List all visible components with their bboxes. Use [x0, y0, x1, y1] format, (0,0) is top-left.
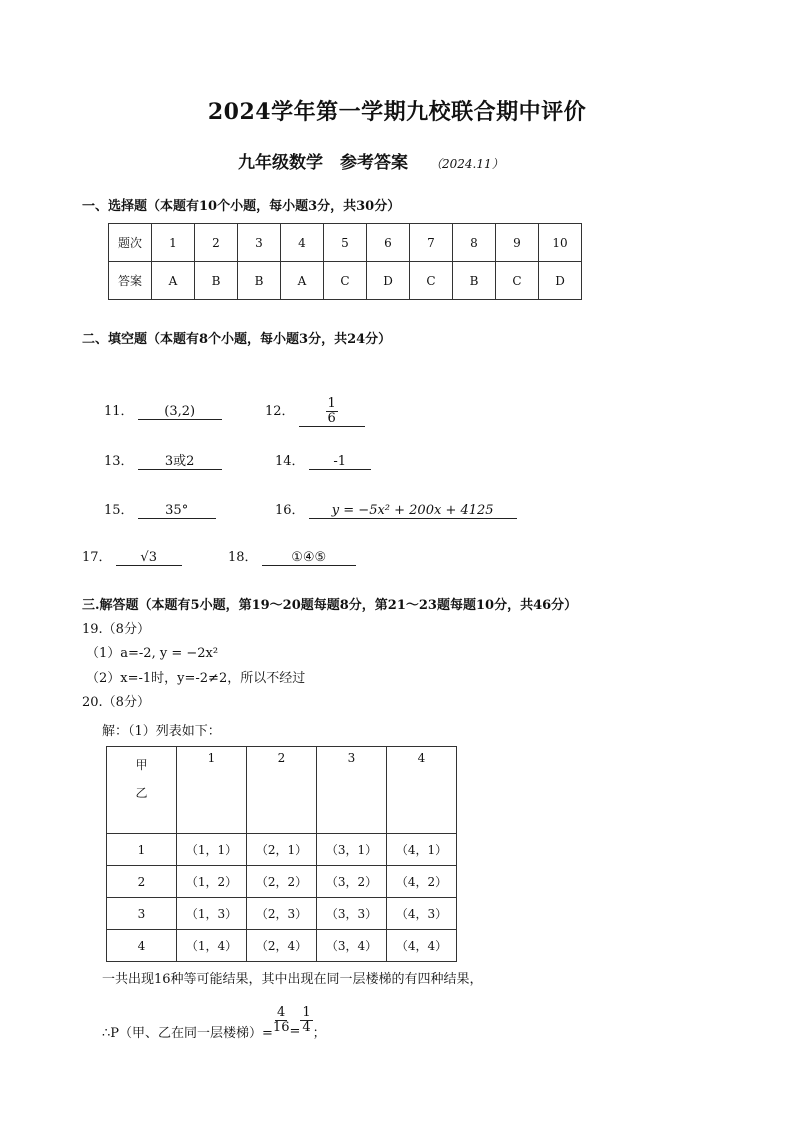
choice-answer: C [324, 262, 367, 300]
fraction-numerator: 1 [302, 1004, 311, 1020]
subtitle-text: 九年级数学 参考答案 [238, 153, 408, 173]
answer-blank: 3或2 [138, 450, 222, 470]
row-label-question: 题次 [109, 224, 152, 262]
answer-blank: √3 [116, 550, 182, 566]
question-number: 17． [82, 550, 112, 565]
question-number: 14． [275, 454, 305, 469]
question-number: 12． [265, 404, 295, 419]
choice-answer: C [496, 262, 539, 300]
choice-answer: C [410, 262, 453, 300]
section1-heading: 一、选择题（本题有10个小题，每小题3分，共30分） [82, 199, 401, 214]
question-number: 1 [152, 224, 195, 262]
table-row [107, 898, 457, 930]
column-header: 2 [247, 747, 317, 834]
table-row [107, 930, 457, 962]
page-title: 2024学年第一学期九校联合期中评价 [207, 99, 587, 125]
outcome-cell: （3，1） [317, 834, 387, 866]
fill-answer-16 [275, 499, 517, 519]
table-row [107, 834, 457, 866]
subtitle-date: （2024.11） [430, 157, 504, 171]
outcome-cell: （2，2） [247, 866, 317, 898]
choice-answer: A [152, 262, 195, 300]
outcome-cell: （1，4） [177, 930, 247, 962]
choice-answer: B [453, 262, 496, 300]
row-header: 2 [107, 866, 177, 898]
fill-answer-11 [104, 400, 222, 420]
fill-answer-17 [82, 546, 182, 566]
fraction-numerator: 4 [277, 1004, 286, 1020]
column-header: 3 [317, 747, 387, 834]
question-number: 11． [104, 404, 134, 419]
question-number: 16． [275, 503, 305, 518]
outcome-cell: （2，3） [247, 898, 317, 930]
q20-heading: 20.（8分） [82, 695, 150, 710]
question-number: 4 [281, 224, 324, 262]
question-number: 9 [496, 224, 539, 262]
outcome-cell: （3，2） [317, 866, 387, 898]
answer-blank: 35° [138, 503, 216, 519]
probability-suffix: ； [312, 1026, 326, 1041]
q20-summary: 一共出现16种等可能结果，其中出现在同一层楼梯的有四种结果， [102, 972, 483, 987]
page-subtitle [238, 148, 504, 173]
answer-row [109, 262, 582, 300]
fraction-denominator: 6 [327, 411, 336, 426]
probability-prefix: ∴P（甲、乙在同一层楼梯）= [102, 1026, 273, 1041]
corner-bottom-label: 乙 [135, 786, 148, 800]
outcome-cell: （3，3） [317, 898, 387, 930]
corner-top-label: 甲 [135, 758, 148, 772]
corner-cell [107, 747, 177, 834]
equals-sign: = [289, 1024, 301, 1039]
outcome-cell: （3，4） [317, 930, 387, 962]
outcome-table [106, 746, 457, 962]
q19-part1: （1）a=-2, y = −2x² [86, 646, 219, 661]
choice-answer: B [195, 262, 238, 300]
fill-answer-13 [104, 450, 222, 470]
question-number: 8 [453, 224, 496, 262]
choice-answer-table [108, 223, 582, 300]
question-number: 10 [539, 224, 582, 262]
probability-fraction-1 [273, 1006, 290, 1036]
question-number: 3 [238, 224, 281, 262]
question-number-row [109, 224, 582, 262]
choice-answer: B [238, 262, 281, 300]
fill-answer-14 [275, 450, 371, 470]
choice-answer: A [281, 262, 324, 300]
row-header: 3 [107, 898, 177, 930]
outcome-cell: （4，2） [387, 866, 457, 898]
answer-blank: y = −5x² + 200x + 4125 [309, 503, 517, 519]
row-header: 1 [107, 834, 177, 866]
column-header: 1 [177, 747, 247, 834]
answer-blank: -1 [309, 454, 371, 470]
choice-answer: D [367, 262, 410, 300]
answer-blank: ①④⑤ [262, 550, 356, 566]
q19-part2: （2）x=-1时，y=-2≠2，所以不经过 [86, 671, 306, 686]
question-number: 18． [228, 550, 258, 565]
outcome-cell: （1，1） [177, 834, 247, 866]
outcome-cell: （4，1） [387, 834, 457, 866]
row-label-answer: 答案 [109, 262, 152, 300]
outcome-cell: （1，2） [177, 866, 247, 898]
row-header: 4 [107, 930, 177, 962]
outcome-header-row [107, 747, 457, 834]
section3-heading: 三.解答题（本题有5小题，第19～20题每题8分，第21～23题每题10分，共46分） [82, 598, 578, 613]
question-number: 15． [104, 503, 134, 518]
section2-heading: 二、填空题（本题有8个小题，每小题3分，共24分） [82, 332, 392, 347]
column-header: 4 [387, 747, 457, 834]
outcome-cell: （4，4） [387, 930, 457, 962]
q19-heading: 19.（8分） [82, 622, 150, 637]
table-row [107, 866, 457, 898]
question-number: 13． [104, 454, 134, 469]
fraction-numerator: 1 [327, 395, 336, 411]
choice-answer: D [539, 262, 582, 300]
q20-intro: 解：（1）列表如下： [102, 724, 221, 739]
answer-blank [299, 397, 365, 428]
fill-answer-12 [265, 376, 365, 427]
question-number: 7 [410, 224, 453, 262]
probability-fraction-2 [300, 1006, 312, 1036]
q20-probability [102, 1000, 326, 1041]
fill-answer-18 [228, 546, 356, 566]
answer-blank: (3,2) [138, 404, 222, 420]
question-number: 5 [324, 224, 367, 262]
fraction-denominator: 4 [302, 1020, 311, 1035]
fill-answer-15 [104, 499, 216, 519]
outcome-cell: （2，1） [247, 834, 317, 866]
question-number: 2 [195, 224, 238, 262]
outcome-cell: （4，3） [387, 898, 457, 930]
fraction-denominator: 16 [272, 1020, 290, 1035]
fraction-answer [326, 397, 338, 427]
question-number: 6 [367, 224, 410, 262]
outcome-cell: （2，4） [247, 930, 317, 962]
outcome-cell: （1，3） [177, 898, 247, 930]
